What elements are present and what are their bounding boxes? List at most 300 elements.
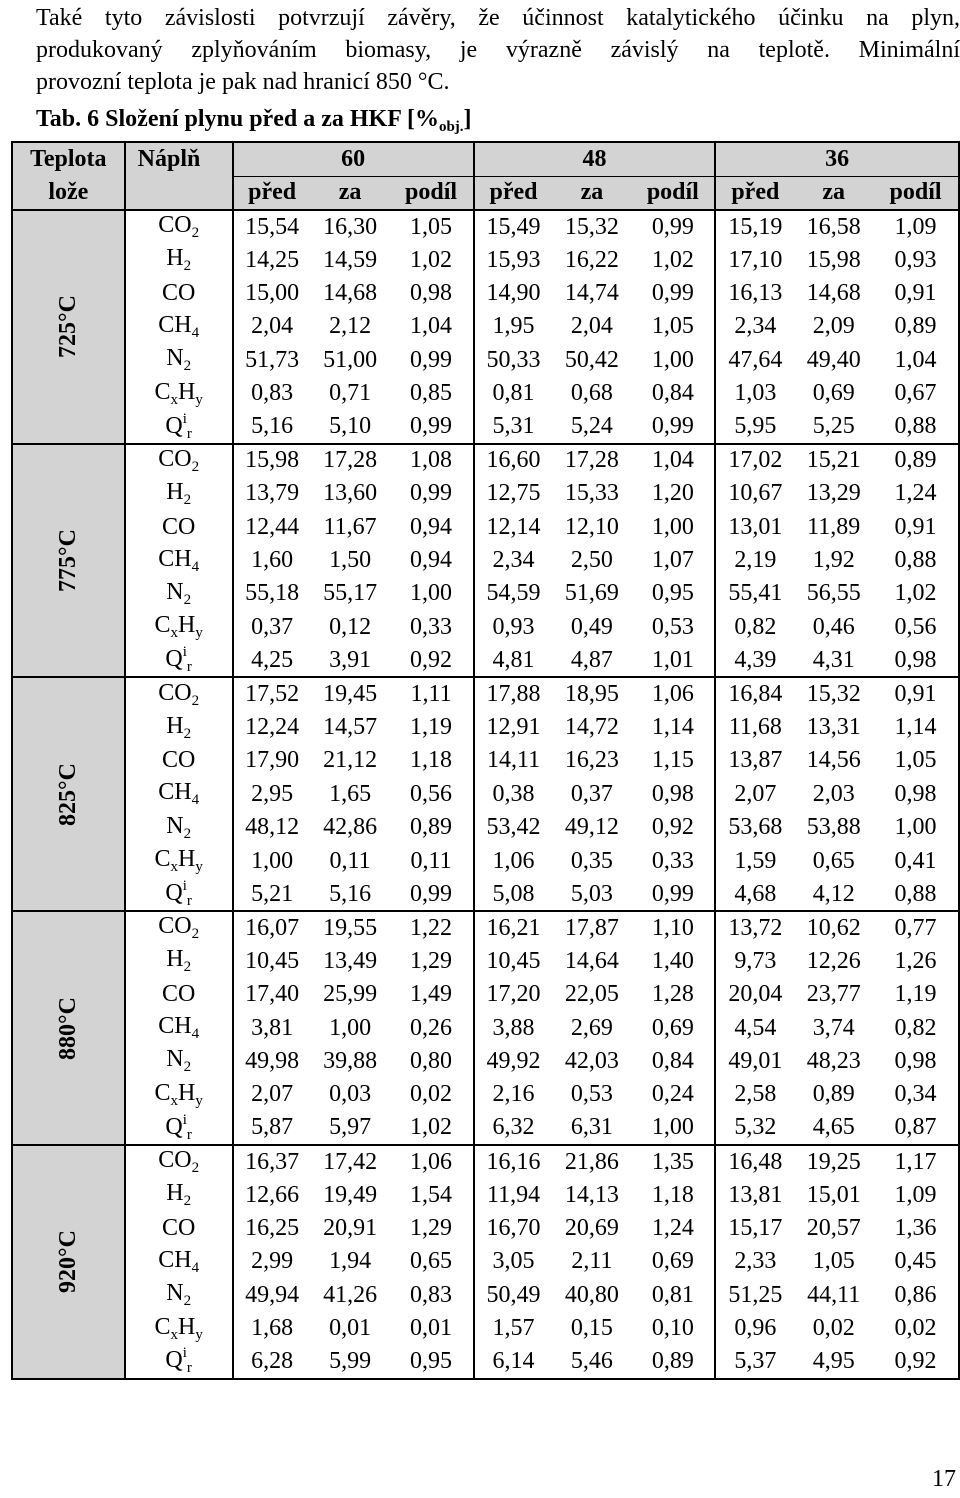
table-row [12,978,959,1011]
value-cell: 2,95 [251,780,294,807]
component-superscript: i [182,1111,187,1128]
value-cell: 14,68 [806,279,861,306]
value-cell: 53,88 [806,814,861,841]
component-subscript: 4 [191,558,200,575]
value-cell: 17,02 [728,447,783,474]
value-cell: 42,86 [323,814,378,841]
component-cell [125,1245,233,1278]
value-cell: 1,94 [329,1248,372,1275]
component-symbol: CH [158,1013,192,1040]
value-cell: 0,33 [390,611,474,644]
value-cell: 16,60 [486,447,541,474]
component-symbol: CO [161,981,196,1008]
value-cell: 0,98 [390,277,474,310]
value-cell: 12,75 [486,480,541,507]
header-pred: před [233,176,311,210]
value-cell: 0,69 [631,1245,715,1278]
value-cell: 16,13 [728,279,783,306]
intro-paragraph [36,2,960,98]
value-cell: 0,82 [873,1011,959,1044]
component-symbol: CO [158,913,192,940]
component-subscript: 2 [183,591,192,608]
value-cell: 17,40 [245,981,300,1008]
value-cell: 16,16 [486,1148,541,1175]
component-subscript: 4 [191,1259,200,1276]
component-symbol: C [154,846,171,873]
value-cell: 0,37 [251,613,294,640]
component-subscript: 2 [183,258,192,275]
value-cell: 1,19 [390,711,474,744]
value-cell: 5,16 [311,878,390,911]
value-cell: 15,32 [806,681,861,708]
value-cell: 13,79 [245,480,300,507]
value-cell: 5,16 [233,410,311,443]
header-teplota: Teplota [12,142,125,176]
value-cell: 5,31 [474,410,553,443]
value-cell: 5,03 [552,878,631,911]
value-cell: 11,89 [807,513,861,540]
value-cell: 1,24 [873,477,959,510]
value-cell: 1,22 [390,911,474,944]
value-cell: 14,13 [564,1181,619,1208]
value-cell: 0,01 [329,1315,372,1342]
value-cell: 5,87 [233,1112,311,1145]
component-subscript: 2 [183,491,192,508]
value-cell: 49,94 [245,1281,300,1308]
value-cell: 0,89 [812,1081,855,1108]
value-cell: 2,58 [734,1081,777,1108]
table-row [12,1011,959,1044]
value-cell: 0,91 [873,277,959,310]
component-subscript: r [186,659,192,676]
component-symbol: N [166,1046,184,1073]
value-cell: 1,00 [390,577,474,610]
component-symbol: C [154,1313,171,1340]
value-cell: 0,99 [390,477,474,510]
value-cell: 0,98 [873,644,959,677]
value-cell: 0,96 [734,1315,777,1342]
value-cell: 0,33 [631,844,715,877]
table-row [12,1178,959,1211]
value-cell: 1,00 [873,811,959,844]
value-cell: 2,19 [734,547,777,574]
value-cell: 22,05 [564,981,619,1008]
value-cell: 1,05 [631,310,715,343]
value-cell: 1,17 [873,1145,959,1178]
value-cell: 55,18 [245,580,300,607]
component-symbol: CO [158,445,192,472]
value-cell: 5,10 [311,410,390,443]
value-cell: 0,83 [390,1279,474,1312]
value-cell: 13,49 [323,947,378,974]
caption-text: Tab. 6 Složení plynu před a za HKF [% [36,106,439,132]
table-row [12,277,959,310]
value-cell: 0,89 [390,811,474,844]
component-symbol: CH [158,1246,192,1273]
temperature-label: 880°C [54,996,81,1060]
value-cell: 0,93 [492,613,535,640]
component-cell [125,1279,233,1312]
component-subscript: 2 [183,1059,192,1076]
value-cell: 15,32 [564,213,619,240]
value-cell: 17,90 [245,747,300,774]
component-symbol: H [177,1079,196,1106]
value-cell: 13,72 [728,914,783,941]
header-pred: před [715,176,794,210]
value-cell: 54,59 [486,580,541,607]
value-cell: 39,88 [323,1047,378,1074]
component-symbol: CH [158,311,192,338]
value-cell: 1,02 [390,1112,474,1145]
table-row [12,711,959,744]
table-row [12,1212,959,1245]
value-cell: 0,45 [873,1245,959,1278]
component-cell [125,911,233,944]
component-symbol: Q [165,880,183,906]
value-cell: 1,18 [390,744,474,777]
value-cell: 20,91 [323,1214,378,1241]
component-symbol: CO [158,679,192,706]
component-subscript: 2 [183,358,192,375]
value-cell: 49,98 [245,1047,300,1074]
intro-line: provozní teplota je pak nad hranicí 850 °C. [36,69,450,95]
table-row [12,444,959,477]
value-cell: 6,14 [474,1345,553,1378]
value-cell: 15,93 [486,246,541,273]
component-cell [125,210,233,243]
component-cell [125,544,233,577]
value-cell: 15,01 [806,1181,861,1208]
component-symbol: C [154,612,171,639]
value-cell: 1,05 [812,1248,855,1275]
component-subscript: 2 [191,926,200,943]
value-cell: 1,09 [873,210,959,243]
table-row [12,1312,959,1345]
value-cell: 53,68 [728,814,783,841]
component-subscript: 2 [183,959,192,976]
value-cell: 2,09 [812,313,855,340]
component-cell [125,1178,233,1211]
component-symbol: N [166,578,184,605]
value-cell: 0,37 [570,780,613,807]
component-cell [125,1145,233,1178]
table-row [12,477,959,510]
value-cell: 14,57 [323,714,378,741]
value-cell: 2,34 [734,313,777,340]
value-cell: 55,17 [323,580,378,607]
temperature-cell [12,911,125,1145]
value-cell: 0,88 [873,410,959,443]
value-cell: 17,87 [564,914,619,941]
value-cell: 1,00 [329,1014,372,1041]
value-cell: 42,03 [564,1047,619,1074]
value-cell: 1,59 [734,847,777,874]
table-row [12,644,959,677]
caption-close: ] [463,106,472,132]
table-row [12,1078,959,1111]
value-cell: 0,80 [390,1045,474,1078]
value-cell: 1,26 [873,945,959,978]
value-cell: 0,84 [631,377,715,410]
value-cell: 48,12 [245,814,300,841]
component-superscript: i [182,410,187,427]
value-cell: 17,10 [728,246,783,273]
value-cell: 1,57 [492,1315,535,1342]
value-cell: 9,73 [734,947,777,974]
temperature-cell [12,1145,125,1379]
header-za: za [311,176,390,210]
value-cell: 14,68 [323,279,378,306]
component-symbol: CH [158,545,192,572]
value-cell: 1,00 [631,344,715,377]
page-number: 17 [932,1466,956,1492]
component-superscript: i [182,878,187,894]
value-cell: 4,31 [794,644,873,677]
value-cell: 16,21 [486,914,541,941]
component-cell [125,310,233,343]
value-cell: 0,53 [570,1081,613,1108]
value-cell: 0,91 [873,511,959,544]
component-symbol: H [177,612,196,639]
value-cell: 10,67 [728,480,783,507]
component-symbol: Q [165,412,183,439]
table-row [12,778,959,811]
table-row [12,1345,959,1378]
value-cell: 0,12 [329,613,372,640]
value-cell: 2,03 [812,780,855,807]
value-cell: 0,68 [570,380,613,407]
value-cell: 1,04 [631,444,715,477]
value-cell: 0,95 [390,1345,474,1378]
component-subscript: x [170,859,178,876]
component-symbol: CO [158,212,192,239]
value-cell: 11,68 [728,714,782,741]
value-cell: 14,64 [564,947,619,974]
value-cell: 51,25 [728,1281,783,1308]
value-cell: 0,77 [873,911,959,944]
value-cell: 12,44 [245,513,300,540]
value-cell: 15,21 [806,447,861,474]
table-row [12,844,959,877]
value-cell: 20,04 [728,981,783,1008]
value-cell: 50,33 [486,346,541,373]
table-row [12,878,959,911]
intro-line: Také tyto závislosti potvrzují závěry, že účinnost katalytického účinku na plyn, [36,5,960,31]
value-cell: 2,07 [734,780,777,807]
value-cell: 5,97 [311,1112,390,1145]
value-cell: 2,33 [734,1248,777,1275]
component-cell [125,1312,233,1345]
value-cell: 21,12 [323,747,378,774]
component-cell [125,577,233,610]
value-cell: 12,14 [486,513,541,540]
value-cell: 0,99 [631,410,715,443]
component-cell [125,1212,233,1245]
component-cell [125,477,233,510]
value-cell: 0,65 [390,1245,474,1278]
value-cell: 6,31 [552,1112,631,1145]
value-cell: 20,57 [806,1214,861,1241]
value-cell: 0,95 [631,577,715,610]
value-cell: 4,39 [715,644,794,677]
value-cell: 1,49 [390,978,474,1011]
value-cell: 15,00 [245,279,300,306]
component-cell [125,377,233,410]
value-cell: 4,25 [233,644,311,677]
header-pred: před [474,176,553,210]
component-subscript: r [186,893,192,909]
value-cell: 56,55 [806,580,861,607]
component-cell [125,1045,233,1078]
value-cell: 1,06 [390,1145,474,1178]
value-cell: 0,41 [873,844,959,877]
value-cell: 20,69 [564,1214,619,1241]
component-subscript: y [195,625,203,642]
header-za: za [794,176,873,210]
value-cell: 53,42 [486,814,541,841]
value-cell: 1,04 [873,344,959,377]
component-subscript: 4 [191,1026,200,1043]
value-cell: 15,98 [806,246,861,273]
component-cell [125,410,233,443]
value-cell: 1,36 [873,1212,959,1245]
value-cell: 16,23 [564,747,619,774]
table-row [12,410,959,443]
value-cell: 2,04 [251,313,294,340]
component-cell [125,243,233,276]
component-subscript: x [170,1326,178,1343]
value-cell: 1,05 [873,744,959,777]
component-symbol: H [166,946,184,973]
value-cell: 4,95 [794,1345,873,1378]
table-row [12,911,959,944]
value-cell: 16,48 [728,1148,783,1175]
value-cell: 19,55 [323,914,378,941]
value-cell: 1,03 [734,380,777,407]
component-subscript: y [195,859,203,876]
value-cell: 1,06 [631,677,715,710]
value-cell: 13,60 [323,480,378,507]
value-cell: 1,02 [631,243,715,276]
component-cell [125,511,233,544]
value-cell: 15,54 [245,213,300,240]
value-cell: 17,42 [323,1148,378,1175]
value-cell: 1,14 [631,711,715,744]
value-cell: 1,15 [631,744,715,777]
header-group-48: 48 [474,142,716,176]
value-cell: 13,29 [806,480,861,507]
value-cell: 0,98 [873,778,959,811]
value-cell: 0,83 [251,380,294,407]
value-cell: 1,60 [251,547,294,574]
value-cell: 1,00 [631,1112,715,1145]
header-podil: podíl [873,176,959,210]
value-cell: 13,31 [806,714,861,741]
temperature-label: 775°C [54,529,81,593]
component-superscript: i [182,644,187,661]
value-cell: 0,56 [873,611,959,644]
value-cell: 49,01 [728,1047,783,1074]
value-cell: 17,20 [486,981,541,1008]
value-cell: 2,04 [570,313,613,340]
value-cell: 1,01 [631,644,715,677]
value-cell: 16,58 [806,213,861,240]
value-cell: 14,25 [245,246,300,273]
value-cell: 1,68 [251,1315,294,1342]
component-subscript: 2 [183,1193,192,1210]
value-cell: 2,99 [251,1248,294,1275]
value-cell: 12,24 [245,714,300,741]
component-subscript: 2 [183,825,192,842]
value-cell: 16,07 [245,914,300,941]
value-cell: 49,12 [564,814,619,841]
value-cell: 17,28 [323,447,378,474]
value-cell: 0,65 [812,847,855,874]
component-cell [125,878,233,911]
value-cell: 3,81 [251,1014,294,1041]
value-cell: 1,06 [492,847,535,874]
component-symbol: Q [165,1347,183,1374]
value-cell: 0,86 [873,1279,959,1312]
component-symbol: Q [165,1113,183,1140]
value-cell: 16,84 [728,681,783,708]
value-cell: 1,05 [390,210,474,243]
header-empty [125,176,233,210]
table-row [12,945,959,978]
value-cell: 4,81 [474,644,553,677]
component-symbol: CO [161,279,196,306]
component-cell [125,945,233,978]
value-cell: 0,49 [570,613,613,640]
value-cell: 3,88 [492,1014,535,1041]
component-symbol: C [154,1079,171,1106]
value-cell: 0,98 [631,778,715,811]
component-cell [125,778,233,811]
component-symbol: CO [158,1147,192,1174]
value-cell: 12,91 [486,714,541,741]
value-cell: 19,25 [806,1148,861,1175]
value-cell: 12,66 [245,1181,300,1208]
value-cell: 10,45 [486,947,541,974]
value-cell: 1,19 [873,978,959,1011]
table-row [12,577,959,610]
value-cell: 0,11 [329,847,371,874]
value-cell: 0,89 [631,1345,715,1378]
value-cell: 1,02 [390,243,474,276]
value-cell: 6,32 [474,1112,553,1145]
component-symbol: H [166,712,184,739]
value-cell: 13,81 [728,1181,783,1208]
value-cell: 5,95 [715,410,794,443]
value-cell: 0,34 [873,1078,959,1111]
value-cell: 17,28 [564,447,619,474]
value-cell: 4,68 [715,878,794,911]
component-cell [125,344,233,377]
value-cell: 2,50 [570,547,613,574]
component-subscript: r [186,1126,192,1143]
value-cell: 2,12 [329,313,372,340]
value-cell: 3,91 [311,644,390,677]
component-subscript: 4 [191,792,200,809]
value-cell: 15,98 [245,447,300,474]
value-cell: 50,42 [564,346,619,373]
value-cell: 0,53 [631,611,715,644]
value-cell: 1,40 [631,945,715,978]
value-cell: 14,59 [323,246,378,273]
value-cell: 44,11 [807,1281,861,1308]
component-subscript: y [195,1092,203,1109]
table-body [12,210,959,1379]
